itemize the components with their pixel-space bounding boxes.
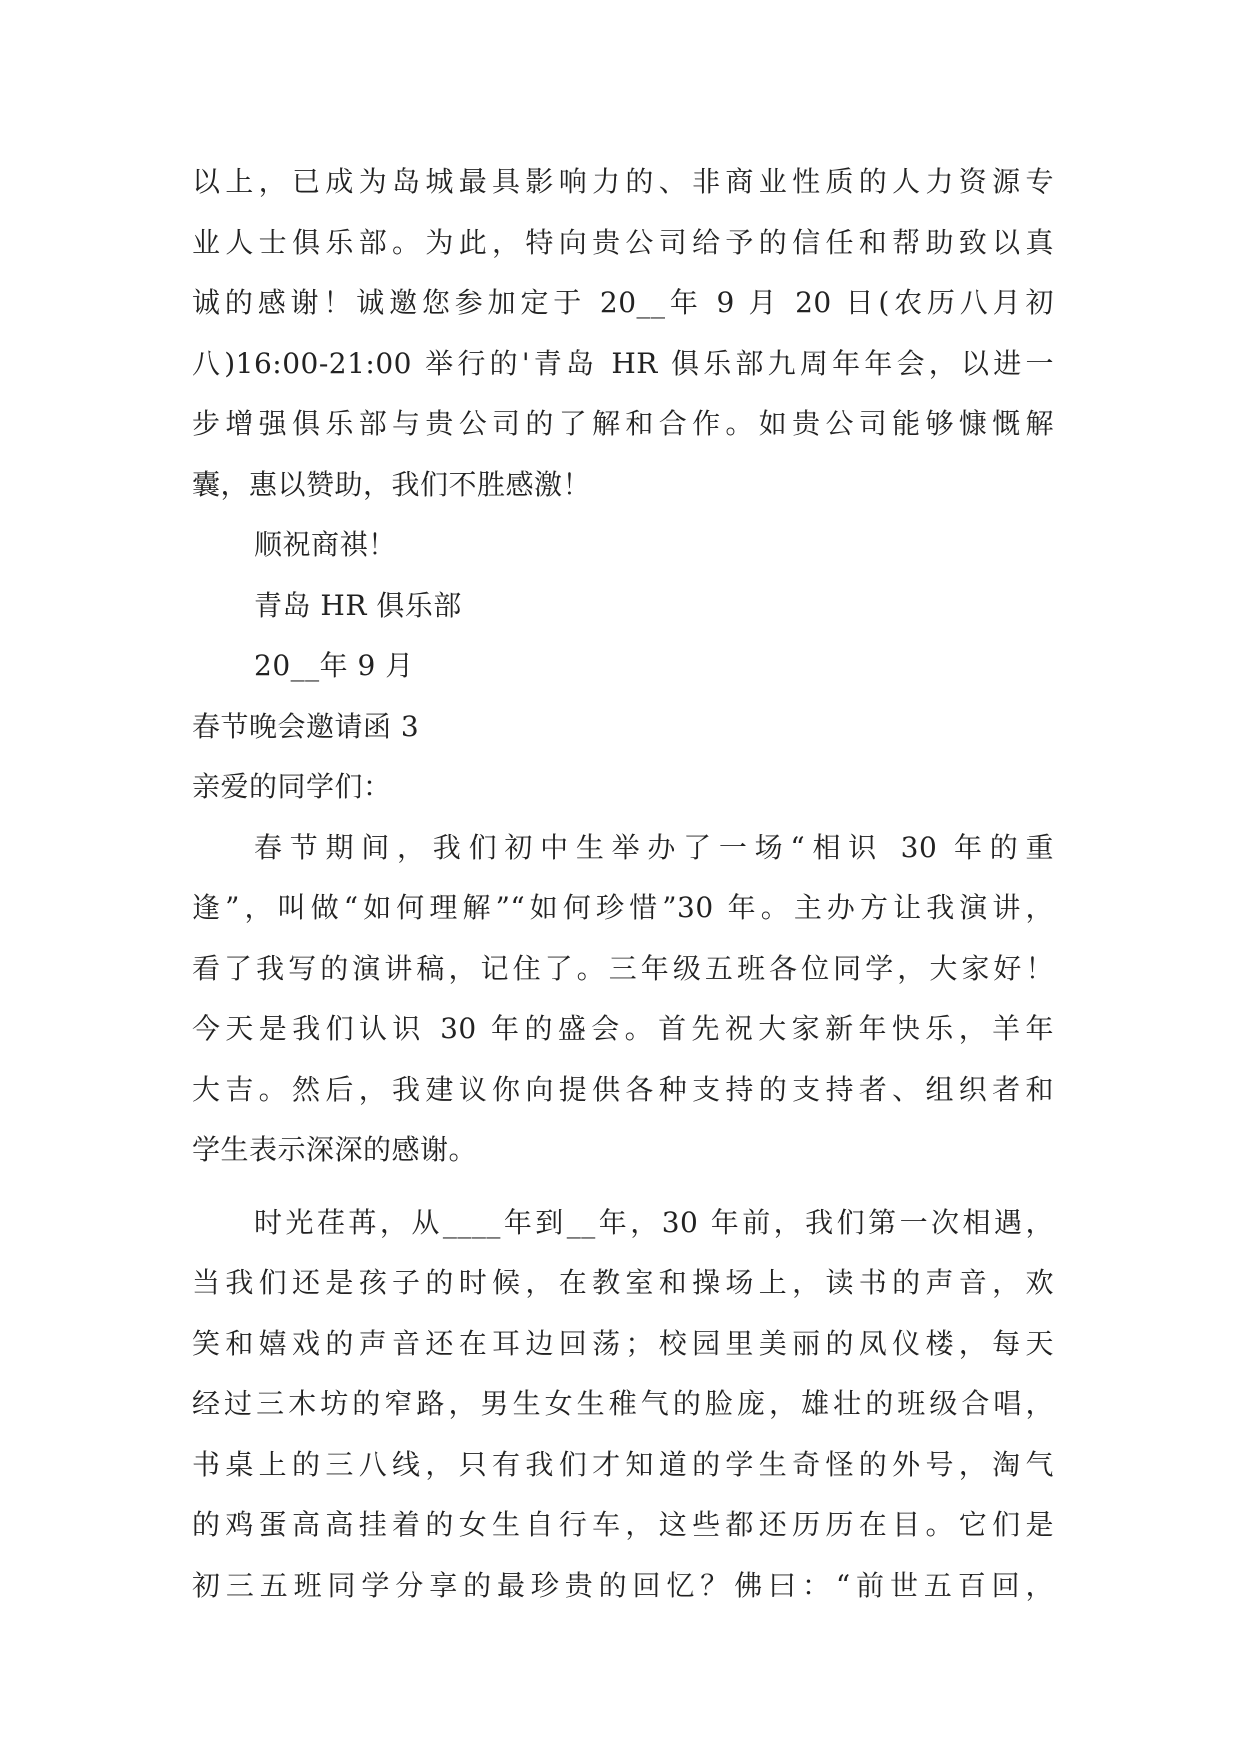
text-line: 书桌上的三八线，只有我们才知道的学生奇怪的外号，淘气	[192, 1447, 1054, 1481]
salutation: 亲爱的同学们：	[192, 770, 392, 803]
closing-greeting: 顺祝商祺！	[254, 528, 397, 561]
closing-signature: 青岛 HR 俱乐部	[254, 588, 462, 622]
closing-date: 20__年 9 月	[254, 649, 414, 682]
text-line: 经过三木坊的窄路，男生女生稚气的脸庞，雄壮的班级合唱，	[192, 1387, 1054, 1420]
document-body	[192, 152, 1054, 1616]
text-line: 逢”，叫做“如何理解”“如何珍惜”30 年。主办方让我演讲，	[192, 891, 1054, 924]
text-line: 今天是我们认识 30 年的盛会。首先祝大家新年快乐，羊年	[192, 1012, 1054, 1045]
section-title: 春节晚会邀请函 3	[192, 709, 420, 743]
text-line: 八)16:00-21:00 举行的'青岛 HR 俱乐部九周年年会，以进一	[192, 346, 1054, 380]
paragraph-reunion-speech	[192, 818, 1054, 1181]
text-line: 初三五班同学分享的最珍贵的回忆？佛曰：“前世五百回，	[192, 1568, 1054, 1602]
text-line: 大吉。然后，我建议你向提供各种支持的支持者、组织者和	[192, 1072, 1054, 1106]
text-line: 以上，已成为岛城最具影响力的、非商业性质的人力资源专	[192, 165, 1054, 198]
paragraph-sponsorship-invitation	[192, 152, 1054, 515]
paragraph-memories	[192, 1193, 1054, 1617]
text-line: 看了我写的演讲稿，记住了。三年级五班各位同学，大家好！	[192, 951, 1054, 985]
text-line: 的鸡蛋高高挂着的女生自行车，这些都还历历在目。它们是	[192, 1508, 1054, 1541]
text-line: 诚的感谢！诚邀您参加定于 20__年 9 月 20 日(农历八月初	[192, 286, 1054, 319]
text-line: 囊，惠以赞助，我们不胜感激！	[192, 467, 592, 501]
text-line: 春节期间，我们初中生举办了一场“相识 30 年的重	[254, 830, 1054, 864]
text-line: 业人士俱乐部。为此，特向贵公司给予的信任和帮助致以真	[192, 225, 1054, 259]
text-line: 笑和嬉戏的声音还在耳边回荡；校园里美丽的凤仪楼，每天	[192, 1326, 1054, 1360]
text-line: 时光荏苒，从____年到__年，30 年前，我们第一次相遇，	[254, 1205, 1054, 1239]
text-line: 学生表示深深的感谢。	[192, 1133, 478, 1166]
text-line: 步增强俱乐部与贵公司的了解和合作。如贵公司能够慷慨解	[192, 407, 1054, 440]
text-line: 当我们还是孩子的时候，在教室和操场上，读书的声音，欢	[192, 1266, 1054, 1299]
